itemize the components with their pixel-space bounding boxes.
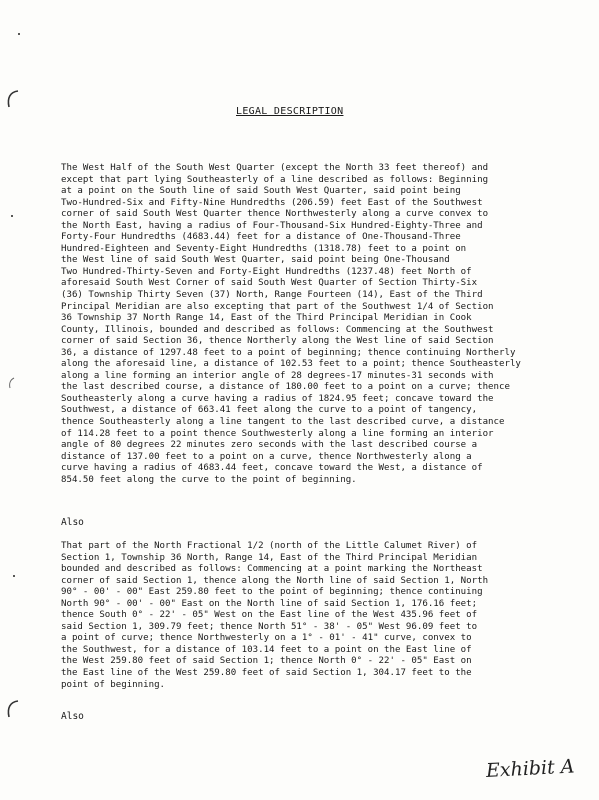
text-line: 90° - 00' - 00" East 259.80 feet to the point of beginning; thence continuing	[61, 587, 483, 598]
text-line: distance of 137.00 feet to a point on a curve, thence Northwesterly along a	[61, 451, 472, 462]
exhibit-handwritten-label: Exhibit A	[485, 755, 576, 782]
punch-hole-mark	[4, 372, 22, 394]
text-line: said Section 1, 309.79 feet; thence North 51° - 38' - 05" West 96.09 feet to	[61, 621, 478, 632]
text-line: the West 259.80 feet of said Section 1; thence North 0° - 22' - 05" East on	[61, 656, 472, 667]
text-line: That part of the North Fractional 1/2 (north of the Little Calumet River) of	[61, 541, 478, 551]
also-label: Also	[61, 711, 84, 722]
text-line: Southeasterly along a curve having a radius of 1824.95 feet; concave toward the	[61, 393, 494, 404]
text-line: along a line forming an interior angle of 28 degrees-17 minutes-31 seconds with	[61, 370, 494, 381]
text-line: thence South 0° - 22' - 05" West on the East line of the West 435.96 feet of	[61, 610, 478, 621]
punch-hole-mark	[4, 698, 22, 720]
also-label: Also	[61, 517, 84, 528]
text-line: point of beginning.	[61, 679, 166, 690]
text-line: Southwest, a distance of 663.41 feet along the curve to a point of tangency,	[61, 405, 478, 416]
text-line: the Southwest, for a distance of 103.14 feet to a point on the East line of	[61, 644, 472, 655]
text-line: 854.50 feet along the curve to the point of beginning.	[61, 474, 357, 485]
text-line: Forty-Four Hundredths (4683.44) feet for a distance of One-Thousand-Three	[61, 232, 461, 243]
text-line: at a point on the South line of said South West Quarter, said point being	[61, 186, 461, 197]
text-line: a point of curve; thence Northwesterly on a 1° - 01' - 41" curve, convex to	[61, 633, 472, 644]
text-line: the West line of said South West Quarter, said point being One-Thousand	[61, 255, 450, 266]
section-one-paragraph	[61, 541, 547, 691]
document-title: LEGAL DESCRIPTION	[236, 106, 344, 117]
text-line: corner of said South West Quarter thence Northwesterly along a curve convex to	[61, 209, 489, 220]
text-line: North 90° - 00' - 00" East on the North line of said Section 1, 176.16 feet;	[61, 598, 478, 609]
text-line: 36 Township 37 North Range 14, East of the Third Principal Meridian in Cook	[61, 313, 472, 324]
text-line: the last described course, a distance of 180.00 feet to a point on a curve; thence	[61, 382, 510, 393]
scan-speck	[11, 215, 13, 217]
text-line: Hundred-Eighteen and Seventy-Eight Hundredths (1318.78) feet to a point on	[61, 243, 467, 254]
text-line: curve having a radius of 4683.44 feet, concave toward the West, a distance of	[61, 463, 483, 474]
legal-description-paragraph	[61, 163, 547, 486]
text-line: the North East, having a radius of Four-Thousand-Six Hundred-Eighty-Three and	[61, 220, 483, 231]
text-line: Section 1, Township 36 North, Range 14, East of the Third Principal Meridian	[61, 552, 478, 563]
text-line: angle of 80 degrees 22 minutes zero seconds with the last described course a	[61, 440, 478, 451]
text-line: aforesaid South West Corner of said South West Quarter of Section Thirty-Six	[61, 278, 478, 289]
text-line: corner of said Section 36, thence Northerly along the West line of said Section	[61, 336, 494, 347]
text-line: The West Half of the South West Quarter (except the North 33 feet thereof) and	[61, 163, 489, 173]
text-line: (36) Township Thirty Seven (37) North, Range Fourteen (14), East of the Third	[61, 290, 483, 301]
punch-hole-mark	[4, 88, 22, 110]
text-line: except that part lying Southeasterly of a line described as follows: Beginning	[61, 174, 489, 185]
text-line: Principal Meridian are also excepting that part of the Southwest 1/4 of Section	[61, 301, 494, 312]
text-line: the East line of the West 259.80 feet of said Section 1, 304.17 feet to the	[61, 668, 472, 679]
text-line: thence Southeasterly along a line tangent to the last described curve, a distance	[61, 417, 505, 428]
text-line: bounded and described as follows: Commencing at a point marking the Northeast	[61, 564, 483, 575]
text-line: County, Illinois, bounded and described as follows: Commencing at the Southwest	[61, 324, 494, 335]
text-line: along the aforesaid line, a distance of 102.53 feet to a point; thence Southeasterly	[61, 359, 521, 370]
scan-speck	[18, 33, 20, 35]
text-line: corner of said Section 1, thence along the North line of said Section 1, North	[61, 575, 489, 586]
text-line: 36, a distance of 1297.48 feet to a point of beginning; thence continuing Northerly	[61, 347, 516, 358]
text-line: of 114.28 feet to a point thence Southwesterly along a line forming an interior	[61, 428, 494, 439]
text-line: Two Hundred-Thirty-Seven and Forty-Eight Hundredths (1237.48) feet North of	[61, 266, 472, 277]
scan-speck	[13, 575, 15, 577]
text-line: Two-Hundred-Six and Fifty-Nine Hundredths (206.59) feet East of the Southwest	[61, 197, 483, 208]
